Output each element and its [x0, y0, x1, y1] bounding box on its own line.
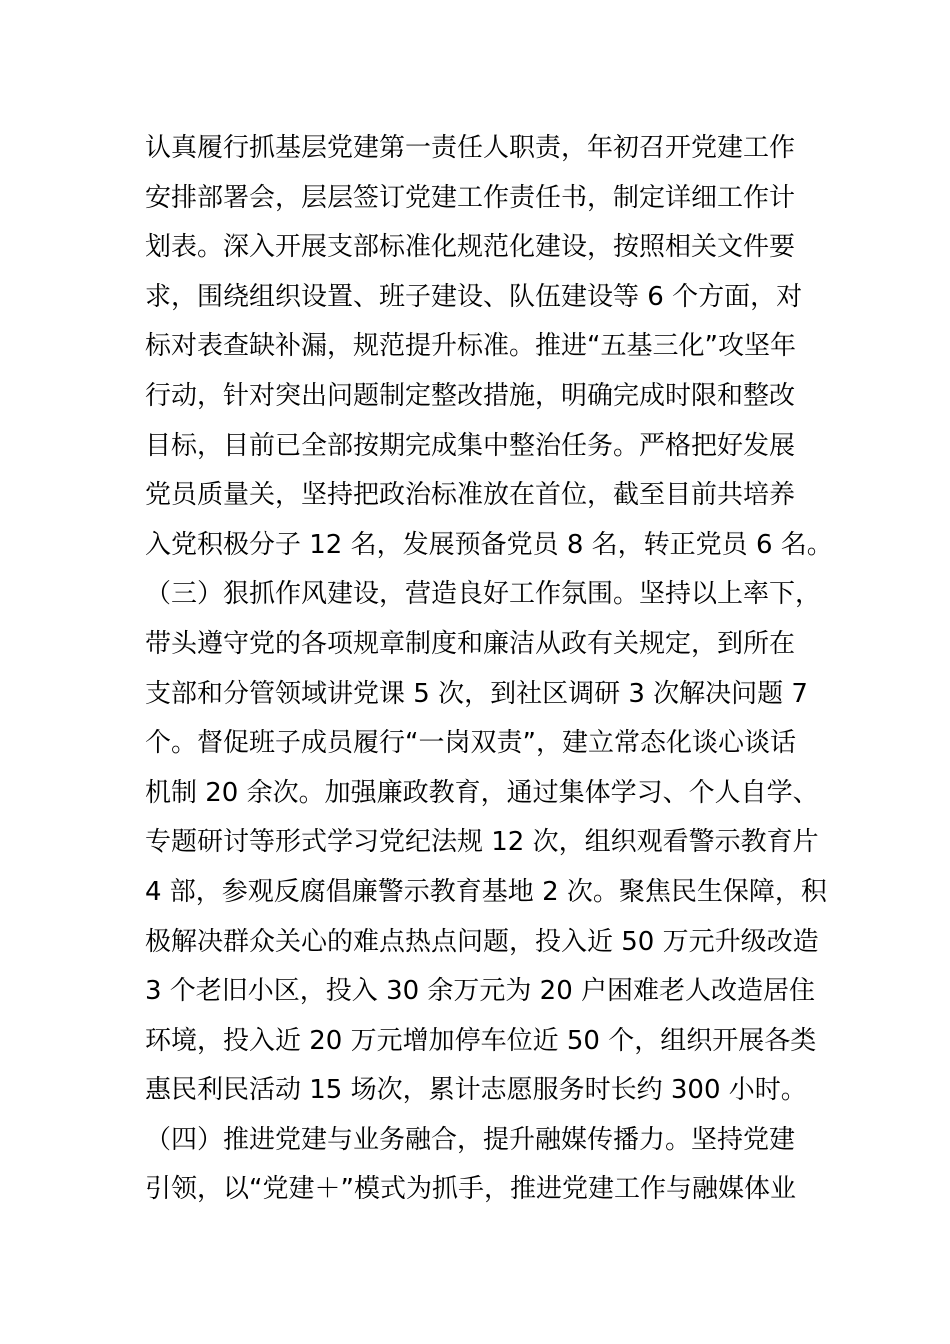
text-line: 环境，投入近 20 万元增加停车位近 50 个，组织开展各类: [145, 1025, 817, 1056]
text-line: 目标，目前已全部按期完成集中整治任务。严格把好发展: [145, 430, 796, 461]
text-line: 惠民利民活动 15 场次，累计志愿服务时长约 300 小时。: [145, 1075, 807, 1106]
text-line: 机制 20 余次。加强廉政教育，通过集体学习、个人自学、: [145, 777, 819, 808]
text-line: 安排部署会，层层签订党建工作责任书，制定详细工作计: [145, 182, 796, 213]
text-line: 3 个老旧小区，投入 30 余万元为 20 户困难老人改造居住: [145, 976, 816, 1007]
text-line: 行动，针对突出问题制定整改措施，明确完成时限和整改: [145, 380, 796, 411]
text-line: 入党积极分子 12 名，发展预备党员 8 名，转正党员 6 名。: [145, 529, 833, 560]
text-line: 4 部，参观反腐倡廉警示教育基地 2 次。聚焦民生保障，积: [145, 876, 827, 907]
text-line: 专题研讨等形式学习党纪法规 12 次，组织观看警示教育片: [145, 827, 819, 858]
text-line: 标对表查缺补漏，规范提升标准。推进“五基三化”攻坚年: [145, 331, 796, 362]
section-heading-4: （四）推进党建与业务融合，提升融媒传播力。坚持党建: [145, 1124, 796, 1155]
section-heading-3: （三）狠抓作风建设，营造良好工作氛围。坚持以上率下，: [145, 579, 822, 610]
body-text: [145, 124, 845, 1215]
text-line: 党员质量关，坚持把政治标准放在首位，截至目前共培养: [145, 480, 796, 511]
text-line: 支部和分管领域讲党课 5 次，到社区调研 3 次解决问题 7: [145, 678, 808, 709]
text-line: 认真履行抓基层党建第一责任人职责，年初召开党建工作: [145, 133, 796, 163]
text-line: 划表。深入开展支部标准化规范化建设，按照相关文件要: [145, 232, 796, 263]
text-line: 个。督促班子成员履行“一岗双责”，建立常态化谈心谈话: [145, 728, 796, 759]
text-line: 带头遵守党的各项规章制度和廉洁从政有关规定，到所在: [145, 628, 796, 659]
text-line: 引领，以“党建＋”模式为抓手，推进党建工作与融媒体业: [145, 1174, 796, 1205]
text-line: 极解决群众关心的难点热点问题，投入近 50 万元升级改造: [145, 926, 819, 957]
text-line: 求，围绕组织设置、班子建设、队伍建设等 6 个方面，对: [145, 281, 803, 312]
